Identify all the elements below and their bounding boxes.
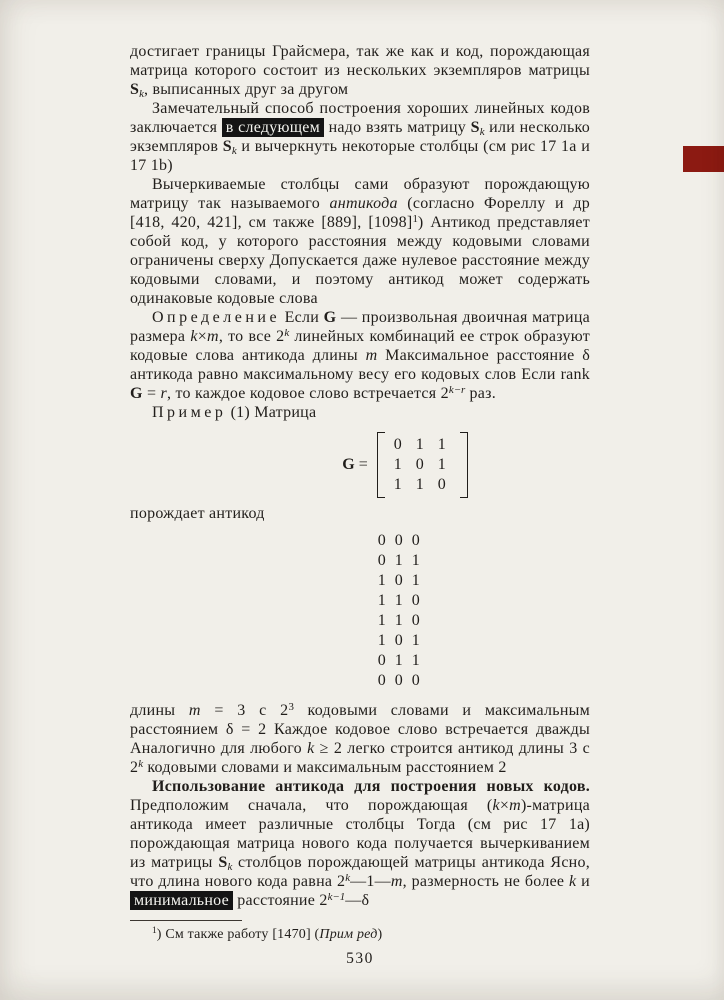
text-segment: —1— — [350, 873, 391, 890]
text-segment: раз. — [465, 385, 496, 402]
text-segment: k — [138, 758, 144, 770]
text-segment: S — [470, 119, 480, 136]
text-segment: k−1 — [327, 891, 346, 903]
text-segment: r — [160, 385, 167, 402]
text-column — [130, 42, 590, 968]
text-segment: (1) Матрица — [226, 404, 317, 421]
text-segment: расстояние 2 — [232, 892, 328, 909]
text-segment: k — [227, 861, 233, 873]
matrix-row: 1 0 1 — [393, 456, 451, 473]
text-segment: Замечательный способ построения хороших линейных кодов заключается — [130, 100, 590, 136]
text-segment: k−r — [448, 384, 466, 396]
para-griesmer-continuation — [130, 42, 590, 99]
codeword-row: 1 0 1 — [377, 632, 423, 649]
text-segment: или несколько экземпляров — [130, 119, 591, 155]
text-segment: линейных комбинаций ее строк образуют кодовые слова антикода длины — [130, 328, 591, 364]
text-segment: Определение — [152, 309, 281, 326]
text-segment: k — [190, 328, 198, 345]
text-segment: Максимальное расстояние δ антикода равно максимальному весу его кодовых слов Если rank — [130, 347, 591, 383]
text-segment: антикода — [329, 195, 398, 212]
para-definition — [130, 308, 590, 403]
footnote-text — [130, 926, 590, 943]
text-segment: кодовыми словами и максимальным расстоянием 2 — [143, 759, 507, 776]
matrix-G — [175, 432, 635, 498]
text-segment: m — [188, 702, 201, 719]
text-segment: длины — [130, 702, 189, 719]
text-segment: k — [345, 872, 351, 884]
para-anticode-params — [130, 701, 590, 777]
codeword-row: 0 0 0 — [377, 532, 423, 549]
footnote-area — [130, 920, 590, 943]
left-bracket-icon — [377, 432, 385, 498]
text-segment: Предположим сначала, что порождающая ( — [130, 797, 493, 814]
para-anticode-intro — [130, 175, 590, 308]
text-segment: , выписанных друг за другом — [143, 81, 349, 98]
text-segment: ) Антикод представляет собой код, у которого расстояния между кодовыми словами ограничены сверху Допускается даже нулевое расстояние между кодовыми словами, и поэтому антикод может содержать одинаковые кодовые слова — [130, 214, 591, 307]
text-segment: — произвольная двоичная матрица размера — [130, 309, 591, 345]
text-segment: G — [130, 385, 143, 402]
text-segment: Использование антикода для построения новых кодов. — [152, 778, 590, 795]
text-segment: m — [390, 873, 403, 890]
text-segment: 3 — [288, 701, 294, 713]
codeword-row: 1 0 1 — [377, 572, 423, 589]
text-segment: G — [323, 309, 337, 326]
text-segment: Если — [280, 309, 324, 326]
text-segment: кодовыми словами и максимальным расстоянием δ = 2 Каждое кодовое слово встречается дважды Аналогично для любого — [130, 702, 591, 757]
text-segment: S — [222, 138, 232, 155]
text-segment: —δ — [345, 892, 370, 909]
text-segment: k — [492, 797, 500, 814]
blocks-container — [130, 42, 590, 910]
right-bracket-icon — [460, 432, 468, 498]
codeword-row: 1 1 0 — [377, 592, 423, 609]
text-segment: S — [130, 81, 140, 98]
text-segment: достигает границы Грайсмера, так же как и код, порождающая матрица которого состоит из нескольких экземпляров матрицы — [130, 43, 590, 79]
text-segment: , размерность не более — [402, 873, 570, 890]
text-segment: , то все 2 — [218, 328, 285, 345]
codeword-row: 0 1 1 — [377, 552, 423, 569]
codeword-row: 0 0 0 — [377, 672, 423, 689]
highlighted-text: в следующем — [222, 118, 324, 137]
para-construction-method — [130, 99, 590, 175]
text-segment: ) — [377, 927, 383, 942]
text-segment: 1 — [152, 926, 157, 936]
text-segment: (согласно Фореллу и др [418, 420, 421], см также [889], [1098] — [130, 195, 591, 231]
text-segment: Вычеркиваемые столбцы сами образуют порождающую матрицу так называемого — [130, 176, 590, 212]
matrix-row: 1 1 0 — [393, 476, 451, 493]
codeword-row: 1 1 0 — [377, 612, 423, 629]
text-segment: ) См также работу [1470] ( — [156, 927, 320, 942]
text-segment: ≥ 2 легко строится антикод длины 3 с 2 — [130, 740, 590, 776]
text-segment: , то каждое кодовое слово встречается 2 — [166, 385, 449, 402]
text-segment: m — [365, 347, 378, 364]
text-segment: k — [231, 145, 237, 157]
text-segment: k — [307, 740, 315, 757]
text-segment: = — [142, 385, 161, 402]
red-marker-annotation — [683, 146, 724, 172]
page-number: 530 — [346, 950, 374, 967]
matrix-row: 0 1 1 — [393, 436, 451, 453]
matrix-lhs: G = — [342, 456, 368, 473]
codeword-row: 0 1 1 — [377, 652, 423, 669]
text-segment: × — [499, 797, 510, 814]
text-segment: Пример — [152, 404, 227, 421]
text-segment: k — [139, 88, 144, 100]
text-segment: S — [218, 854, 228, 871]
text-segment: и вычеркнуть некоторые столбцы (см рис 17 1а и 17 1b) — [130, 138, 591, 174]
footnote-rule — [130, 920, 242, 921]
text-segment: k — [479, 126, 485, 138]
text-segment: k — [569, 873, 577, 890]
text-segment: )-матрица антикода имеет различные столбцы Тогда (см рис 17 1а) порождающая матрица нового кода получается вычеркиванием из матрицы — [130, 797, 590, 871]
text-segment: и — [576, 873, 590, 890]
text-segment: × — [197, 328, 207, 345]
text-segment: надо взять матрицу — [324, 119, 471, 136]
para-example-heading — [130, 403, 590, 422]
para-generates-anticode — [130, 504, 590, 523]
text-segment: m — [509, 797, 521, 814]
para-anticode-usage — [130, 777, 590, 910]
text-segment: k — [284, 327, 290, 339]
text-segment: 1 — [412, 213, 418, 225]
highlighted-text: минимальное — [130, 891, 233, 910]
text-segment: столбцов порождающей матрицы антикода Ясно, что длина нового кода равна 2 — [130, 854, 590, 890]
text-segment: порождает антикод — [130, 505, 265, 522]
text-segment: m — [207, 328, 219, 345]
matrix-symbol: G — [342, 456, 355, 473]
text-segment: = 3 с 2 — [200, 702, 289, 719]
anticode-codeword-list — [170, 531, 630, 691]
text-segment: Прим ред — [319, 927, 378, 942]
